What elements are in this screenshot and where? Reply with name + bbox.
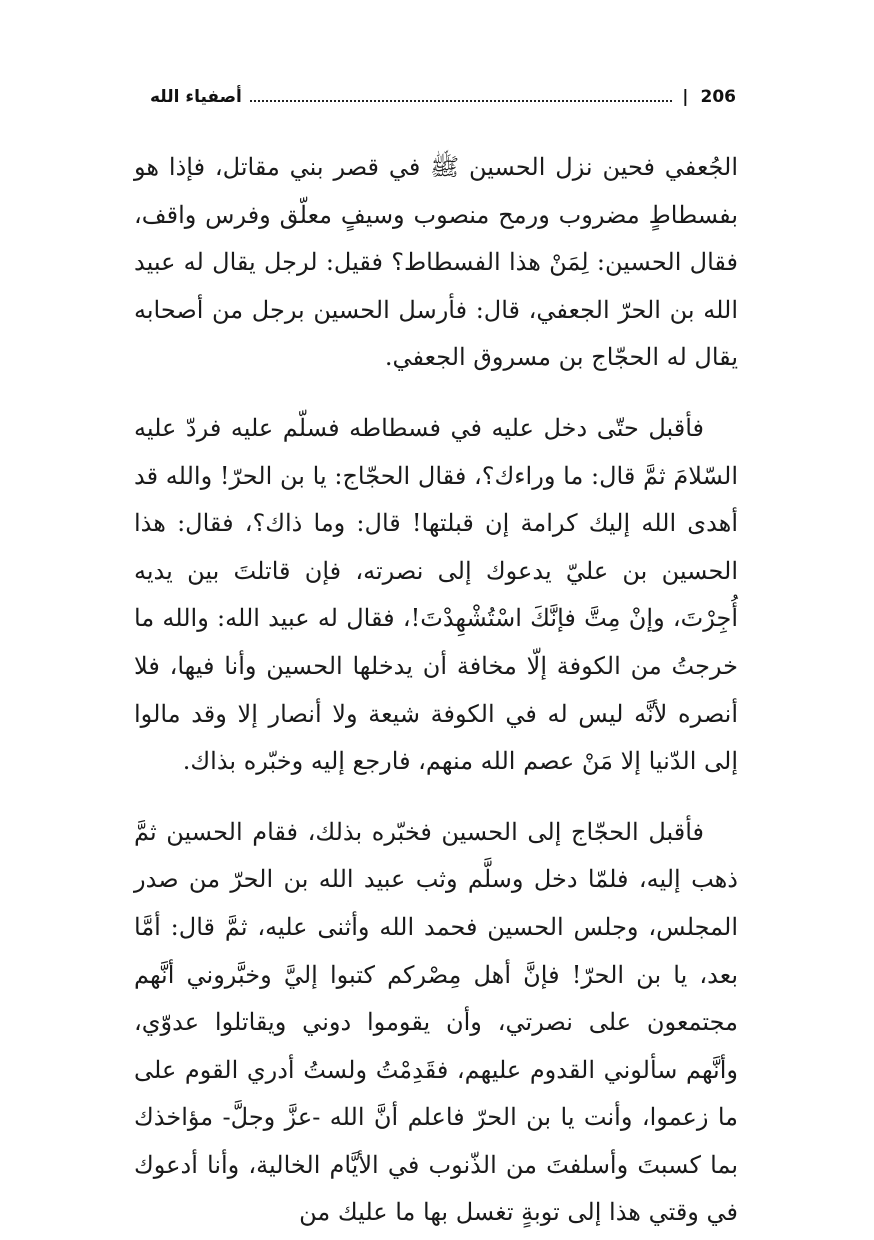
paragraph-2: فأقبل حتّى دخل عليه في فسطاطه فسلّم عليه فردّ عليه السّلامَ ثمَّ قال: ما وراءك؟، فقال الحجّاج: يا بن الحرّ! والله قد أهدى الله إليك كرامة إن قبلتها! قال: وما ذاك؟، فقال: هذا الحسين بن عليّ يدعوك إلى نصرته، فإن قاتلتَ بين يديه أُجِرْتَ، وإنْ مِتَّ فإنَّكَ اسْتُشْهِدْتَ!، فقال له عبيد الله: والله ما خرجتُ من الكوفة إلّا مخافة أن يدخلها الحسين وأنا فيها، فلا أنصره لأنَّه ليس له في الكوفة شيعة ولا أنصار إلا وقد مالوا إلى الدّنيا إلا مَنْ عصم الله منهم، فارجع إليه وخبّره بذاك. — [134, 413, 739, 776]
running-header — [150, 82, 736, 112]
page-body — [134, 144, 738, 1237]
header-separator: | — [682, 87, 689, 107]
header-dotted-leader — [250, 100, 672, 102]
paragraph-3: فأقبل الحجّاج إلى الحسين فخبّره بذلك، فقام الحسين ثمَّ ذهب إليه، فلمّا دخل وسلَّم وثب عبيد الله بن الحرّ من صدر المجلس، وجلس الحسين فحمد الله وأثنى عليه، ثمَّ قال: أمَّا بعد، يا بن الحرّ! فإنَّ أهل مِصْركم كتبوا إليَّ وخبَّروني أنَّهم مجتمعون على نصرتي، وأن يقوموا دوني ويقاتلوا عدوّي، وأنَّهم سألوني القدوم عليهم، فقَدِمْتُ ولستُ أدري القوم على ما زعموا، وأنت يا بن الحرّ فاعلم أنَّ الله -عزَّ وجلَّ- مؤاخذك بما كسبتَ وأسلفتَ من الذّنوب في الأيَّام الخالية، وأنا أدعوك في وقتي هذا إلى توبةٍ تغسل بها ما عليك من — [134, 817, 738, 1227]
paragraph-1: الجُعفي فحين نزل الحسين ﷺ في قصر بني مقاتل، فإذا هو بفسطاطٍ مضروب ورمح منصوب وسيفٍ معلّق وفرس واقف، فقال الحسين: لِمَنْ هذا الفسطاط؟ فقيل: لرجل يقال له عبيد الله بن الحرّ الجعفي، قال: فأرسل الحسين برجل من أصحابه يقال له الحجّاج بن مسروق الجعفي. — [134, 153, 738, 372]
book-title: أصفياء الله — [150, 87, 242, 107]
page-number: 206 — [700, 87, 736, 107]
